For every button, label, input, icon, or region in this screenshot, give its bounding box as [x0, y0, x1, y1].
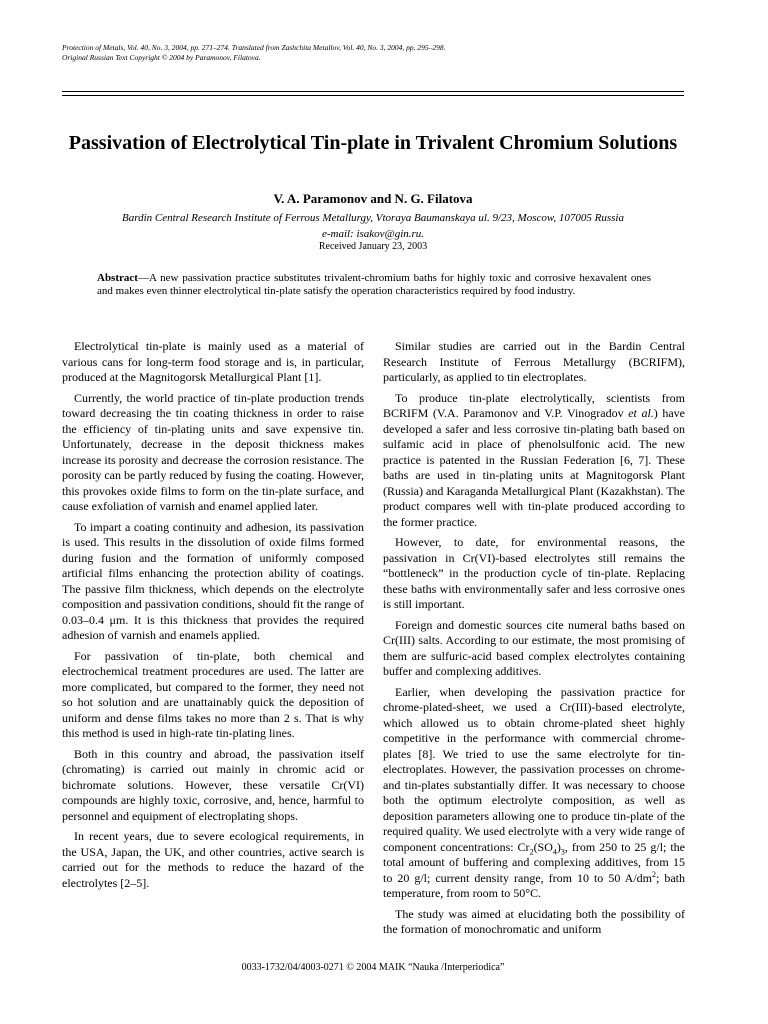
left-column — [62, 339, 364, 896]
paragraph — [383, 391, 685, 531]
right-column — [383, 339, 685, 943]
superscript: 2 — [652, 869, 656, 879]
et-al: et al. — [628, 406, 654, 420]
paragraph: The study was aimed at elucidating both the possibility of the formation of monochromatic and uniform — [383, 906, 685, 936]
journal-header — [62, 43, 445, 63]
text-run: ; bath temperature, from room to 50°C. — [383, 870, 685, 900]
header-citation: Protection of Metals, Vol. 40, No. 3, 2004, pp. 271–274. Translated from Zashchita Metallov, Vol. 40, No. 3, 2004, pp. 295–298. — [62, 43, 446, 52]
subscript: 2 — [529, 846, 534, 856]
abstract-label: Abstract — [97, 272, 138, 284]
header-rule-top — [62, 91, 684, 92]
header-rule-bottom — [62, 95, 684, 96]
received-date: Received January 23, 2003 — [318, 241, 428, 252]
paragraph — [383, 685, 685, 902]
affiliation: Bardin Central Research Institute of Ferrous Metallurgy, Vtoraya Baumanskaya ul. 9/23, Moscow, 107005 Russia — [122, 212, 624, 224]
text-run: To produce tin-plate electrolytically, scientists from BCRIFM (V.A. Paramonov and V.P. Vinogradov — [383, 390, 685, 420]
abstract-text: —A new passivation practice substitutes trivalent-chromium baths for highly toxic and corrosive hexavalent ones and makes even thinner electrolytical tin-plate satisfy the operation characteristics required by food industry. — [97, 272, 651, 297]
paragraph: For passivation of tin-plate, both chemical and electrochemical treatment procedures are used. The latter are more complicated, but compared to the former, they need not so hot solution and are unattainably quick the deposition of uniform and dense films takes no more than 2 s. That is why this method is used in high-rate tin-plating lines. — [62, 648, 364, 740]
text-run: ) — [556, 839, 561, 854]
page-footer: 0033-1732/04/4003-0271 © 2004 MAIK “Nauka /Interperiodica” — [241, 962, 505, 973]
paragraph: To impart a coating continuity and adhesion, its passivation is used. This results in the dissolution of oxide films formed during fusion and the formation of uniformly composed artificial films enhancing the protection ability of coatings. The passive film thickness, which depends on the electrolyte composition and passivation conditions, should fit the range of 0.03–0.4 μm. It is this thickness that provides the required adhesion of varnish and enamels applied. — [62, 519, 364, 642]
email: e-mail: isakov@gin.ru. — [321, 228, 425, 240]
text-run: Earlier, when developing the passivation practice for chrome-plated-sheet, we used a Cr(III)-based electrolyte, which allowed us to obtain chrome-plated sheet highly competitive in the performance with commercial chrome-plates [8]. We tried to use the same electrolyte for tin-electroplates. However, the passivation processes on chrome- and tin-plates substantially differ. It was necessary to choose both the optimum electrolyte composition, as well as deposition parameters allowing one to produce tin-plate of the required quality. We used electrolyte with a very wide range of component concentrations: Cr — [383, 684, 685, 854]
paragraph: However, to date, for environmental reasons, the passivation in Cr(VI)-based electrolytes still remains the “bottleneck” in the production cycle of tin-plate. Replacing these baths with environmentally safer and less corrosive ones is still important. — [383, 535, 685, 611]
header-copyright: Original Russian Text Copyright © 2004 by Paramonov, Filatova. — [62, 53, 261, 62]
paragraph: Foreign and domestic sources cite numeral baths based on Cr(III) salts. According to our estimate, the most promising of them are sulfuric-acid based complex electrolytes containing buffer and complexing additives. — [383, 617, 685, 678]
subscript: 3 — [560, 846, 565, 856]
abstract — [97, 272, 651, 298]
paragraph: Electrolytical tin-plate is mainly used as a material of various cans for long-term food storage and is, in particular, produced at the Magnitogorsk Metallurgical Plant [1]. — [62, 339, 364, 384]
text-run: , from 250 to 25 g/l; the total amount of buffering and complexing additives, from 15 to 20 g/l; current density range, from 10 to 50 A/dm — [383, 839, 685, 885]
paragraph: In recent years, due to severe ecological requirements, in the USA, Japan, the UK, and other countries, active search is carried out for the methods to reduce the hazard of the electrolytes [2–5]. — [62, 829, 364, 890]
paragraph: Similar studies are carried out in the Bardin Central Research Institute of Ferrous Metallurgy (BCRIFM), particularly, as applied to tin electroplates. — [383, 339, 685, 384]
paragraph: Currently, the world practice of tin-plate production trends toward decreasing the tin coating thickness in order to raise the efficiency of tin-plating units and save expensive tin. Unfortunately, decrease in the deposit thickness makes increase its porosity and decrease the corrosion resistance. The porosity can be partly reduced by fusing the coating. However, this provokes oxide films to form on the tin-plate surface, and cause exfoliation of varnish and enamel applied later. — [62, 390, 364, 513]
paragraph: Both in this country and abroad, the passivation itself (chromating) is carried out mainly in chromic acid or bichromate solutions. However, these versatile Cr(VI) compounds are highly toxic, corrosive, and, hence, harmful to personnel and equipment of electroplating shops. — [62, 746, 364, 823]
text-run: ) have developed a safer and less corrosive tin-plating bath based on sulfamic acid in place of phenolsulfonic acid. The new practice is patented in the Russian Federation [6, 7]. These baths are used in tin-plating units at Magnitogorsk Plant (Russia) and Karaganda Metallurgical Plant (Kazakhstan). The product compares well with tin-plate produced according to the former practice. — [383, 406, 686, 529]
text-run: (SO — [533, 839, 553, 854]
paper-title: Passivation of Electrolytical Tin-plate in Trivalent Chromium Solutions — [68, 132, 678, 154]
affiliation-block — [62, 210, 684, 242]
subscript: 4 — [552, 846, 557, 856]
paper-authors: V. A. Paramonov and N. G. Filatova — [273, 191, 473, 206]
